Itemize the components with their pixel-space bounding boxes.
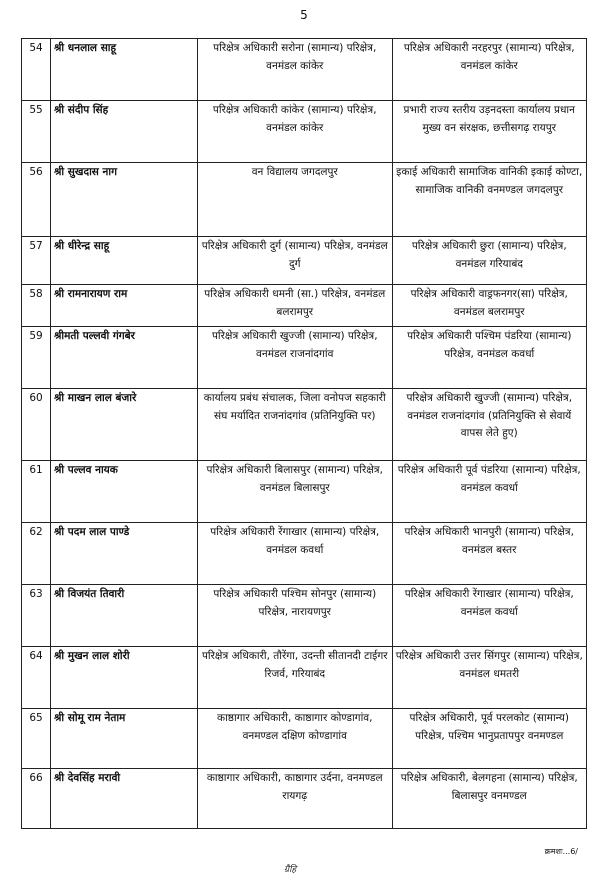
officer-name: श्री सोमू राम नेताम (51, 709, 198, 769)
serial-number: 64 (22, 647, 51, 709)
current-posting: परिक्षेत्र अधिकारी धमनी (सा.) परिक्षेत्र, वनमंडल बलरामपुर (198, 285, 393, 327)
officer-name: श्री माखन लाल बंजारे (51, 389, 198, 461)
current-posting: काष्ठागार अधिकारी, काष्ठागार उर्दना, वनमण्डल रायगढ़ (198, 769, 393, 829)
table-row (22, 237, 587, 285)
new-posting: परिक्षेत्र अधिकारी नरहरपुर (सामान्य) परिक्षेत्र, वनमंडल कांकेर (392, 39, 587, 101)
current-posting: कार्यालय प्रबंध संचालक, जिला वनोपज सहकारी संघ मर्यादित राजनांदगांव (प्रतिनियुक्ति पर) (198, 389, 393, 461)
new-posting: इकाई अधिकारी सामाजिक वानिकी इकाई कोण्टा, सामाजिक वानिकी वनमण्डल जगदलपुर (392, 163, 587, 237)
serial-number: 62 (22, 523, 51, 585)
officer-name: श्री पल्लव नायक (51, 461, 198, 523)
current-posting: परिक्षेत्र अधिकारी कांकेर (सामान्य) परिक्षेत्र, वनमंडल कांकेर (198, 101, 393, 163)
table-row (22, 101, 587, 163)
table-row (22, 709, 587, 769)
serial-number: 59 (22, 327, 51, 389)
serial-number: 54 (22, 39, 51, 101)
table-row (22, 461, 587, 523)
new-posting: परिक्षेत्र अधिकारी खुज्जी (सामान्य) परिक्षेत्र, वनमंडल राजनांदगांव (प्रतिनियुक्ति से सेवायें वापस लेते हुए) (392, 389, 587, 461)
serial-number: 55 (22, 101, 51, 163)
continued-reference: क्रमशः...6/ (544, 847, 578, 856)
signature: ग्रैहि (284, 865, 297, 875)
officer-name: श्री धीरेन्द्र साहू (51, 237, 198, 285)
new-posting: परिक्षेत्र अधिकारी उत्तर सिंगपुर (सामान्य) परिक्षेत्र, वनमंडल धमतरी (392, 647, 587, 709)
transfer-table (21, 38, 587, 829)
officer-name: श्री संदीप सिंह (51, 101, 198, 163)
serial-number: 65 (22, 709, 51, 769)
serial-number: 56 (22, 163, 51, 237)
serial-number: 61 (22, 461, 51, 523)
new-posting: परिक्षेत्र अधिकारी वाड्रफनगर(सा) परिक्षेत्र, वनमंडल बलरामपुर (392, 285, 587, 327)
new-posting: परिक्षेत्र अधिकारी पश्चिम पंडरिया (सामान्य) परिक्षेत्र, वनमंडल कवर्धा (392, 327, 587, 389)
new-posting: परिक्षेत्र अधिकारी भानपुरी (सामान्य) परिक्षेत्र, वनमंडल बस्तर (392, 523, 587, 585)
current-posting: परिक्षेत्र अधिकारी पश्चिम सोनपुर (सामान्य) परिक्षेत्र, नारायणपुर (198, 585, 393, 647)
table-row (22, 769, 587, 829)
table-row (22, 585, 587, 647)
current-posting: परिक्षेत्र अधिकारी खुज्जी (सामान्य) परिक्षेत्र, वनमंडल राजनांदगांव (198, 327, 393, 389)
new-posting: परिक्षेत्र अधिकारी, बेलगहना (सामान्य) परिक्षेत्र, बिलासपुर वनमण्डल (392, 769, 587, 829)
current-posting: काष्ठागार अधिकारी, काष्ठागार कोण्डागांव, वनमण्डल दक्षिण कोण्डागांव (198, 709, 393, 769)
officer-name: श्री पदम लाल पाण्डे (51, 523, 198, 585)
current-posting: परिक्षेत्र अधिकारी रेंगाखार (सामान्य) परिक्षेत्र, वनमंडल कवर्धा (198, 523, 393, 585)
new-posting: परिक्षेत्र अधिकारी छुरा (सामान्य) परिक्षेत्र, वनमंडल गरियाबंद (392, 237, 587, 285)
officer-name: श्री धनलाल साहू (51, 39, 198, 101)
current-posting: परिक्षेत्र अधिकारी दुर्ग (सामान्य) परिक्षेत्र, वनमंडल दुर्ग (198, 237, 393, 285)
officer-name: श्री मुखन लाल शोरी (51, 647, 198, 709)
new-posting: परिक्षेत्र अधिकारी, पूर्व परलकोट (सामान्य) परिक्षेत्र, पश्चिम भानुप्रतापपुर वनमण्डल (392, 709, 587, 769)
officer-name: श्री विजयंत तिवारी (51, 585, 198, 647)
table-row (22, 523, 587, 585)
table-row (22, 163, 587, 237)
table-row (22, 327, 587, 389)
table-body (22, 39, 587, 829)
new-posting: परिक्षेत्र अधिकारी रेंगाखार (सामान्य) परिक्षेत्र, वनमंडल कवर्धा (392, 585, 587, 647)
current-posting: परिक्षेत्र अधिकारी बिलासपुर (सामान्य) परिक्षेत्र, वनमंडल बिलासपुर (198, 461, 393, 523)
current-posting: परिक्षेत्र अधिकारी, तौरेंगा, उदन्ती सीतानदी टाईगर रिजर्व, गरियाबंद (198, 647, 393, 709)
page-number: 5 (300, 8, 308, 22)
serial-number: 58 (22, 285, 51, 327)
officer-name: श्री सुखदास नाग (51, 163, 198, 237)
officer-name: श्री देवसिंह मरावी (51, 769, 198, 829)
current-posting: वन विद्यालय जगदलपुर (198, 163, 393, 237)
serial-number: 63 (22, 585, 51, 647)
table-row (22, 389, 587, 461)
serial-number: 66 (22, 769, 51, 829)
new-posting: परिक्षेत्र अधिकारी पूर्व पंडरिया (सामान्य) परिक्षेत्र, वनमंडल कवर्धा (392, 461, 587, 523)
serial-number: 60 (22, 389, 51, 461)
new-posting: प्रभारी राज्य स्तरीय उड़नदस्ता कार्यालय प्रधान मुख्य वन संरक्षक, छत्तीसगढ़ रायपुर (392, 101, 587, 163)
table-row (22, 647, 587, 709)
officer-name: श्री रामनारायण राम (51, 285, 198, 327)
current-posting: परिक्षेत्र अधिकारी सरोना (सामान्य) परिक्षेत्र, वनमंडल कांकेर (198, 39, 393, 101)
officer-name: श्रीमती पल्लवी गंगबेर (51, 327, 198, 389)
table-row (22, 39, 587, 101)
serial-number: 57 (22, 237, 51, 285)
table-row (22, 285, 587, 327)
